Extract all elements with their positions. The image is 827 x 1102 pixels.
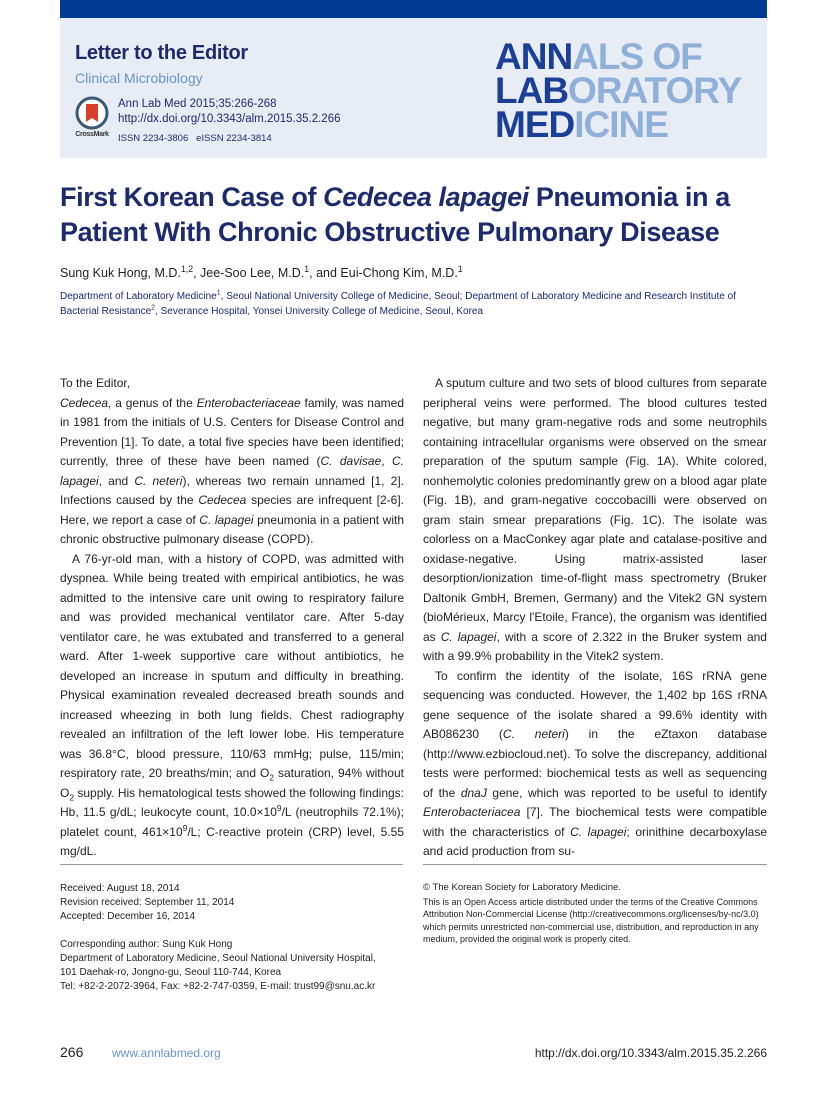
page-number: 266 [60,1044,84,1060]
top-color-bar [60,0,767,18]
article-type: Letter to the Editor [75,42,248,64]
text: /L; C-reactive protein (CRP) level, 5.55 mg/dL. [60,824,404,858]
address-line: Department of Laboratory Medicine, Seoul National University Hospital, [60,953,376,964]
italic-text: C. neteri [502,727,565,741]
journal-logo [495,36,742,145]
text: [7]. The biochemical tests were compatible with the characteristics of [423,805,767,839]
copyright: © The Korean Society for Laboratory Medicine. [423,882,621,893]
doi-link[interactable]: http://dx.doi.org/10.3343/alm.2015.35.2.266 [118,112,341,125]
text: Pneumonia in a Patient With Chronic Obstructive Pulmonary Disease [60,182,730,247]
sub-text: 2 [269,772,274,783]
contact-info: Tel: +82-2-2072-3964, Fax: +82-2-747-0359, E-mail: trust99@snu.ac.kr [60,981,376,992]
text: ) in the eZtaxon database (http://www.ezbiocloud.net). To solve the discrepancy, additional tests were performed: biochemical tests as well as sequencing of the [423,727,768,800]
section-label: Clinical Microbiology [75,70,203,86]
text: , [381,454,392,468]
text: species are infrequent [2-6]. Here, we report a case of [60,493,404,527]
sup-text: 2 [151,304,156,312]
italic-text: C. lapagei [440,629,497,644]
text: , Jee-Soo Lee, M.D. [193,266,305,280]
text: , and [98,473,135,488]
text: To confirm the identity of the isolate, 16S rRNA gene sequencing was conducted. However, the 1,402 bp 16S rRNA gene sequence of the isolate shared a 99.6% identity with AB086230 ( [423,668,767,741]
citation: Ann Lab Med 2015;35:266-268 [118,98,277,110]
divider [60,864,403,865]
authors [60,263,463,280]
body-column-right [423,374,767,862]
italic-text: Enterobacteriacea [423,805,521,819]
text: Department of Laboratory Medicine [60,291,217,302]
article-title [60,180,770,250]
text: gene, which was reported to be useful to identify [486,785,768,800]
address-line: 101 Daehak-ro, Jongno-gu, Seoul 110-744, Korea [60,967,282,978]
text: /L (neutrophils 72.1%); platelet count, 461×10 [60,805,404,839]
sup-text: 1,2 [180,263,194,274]
crossmark-label[interactable]: CrossMark [75,131,109,138]
sup-text: 9 [182,822,188,833]
italic-text: C. neteri [134,473,183,488]
paragraph [423,374,767,667]
text: saturation, 94% without O [60,766,404,800]
accepted-date: Accepted: December 16, 2014 [60,911,196,922]
sup-text: 1 [216,289,221,297]
affiliations [60,289,765,319]
italic-text: Enterobacteriaceae [196,395,301,410]
text: supply. His hematological tests showed the following findings: Hb, 11.5 g/dL; leukocyte count, 10.0×10 [60,785,404,819]
text: First Korean Case of [60,182,324,212]
issn [118,133,272,144]
citation-block [118,97,341,126]
article-history [60,882,376,994]
text: , a genus of the [108,395,197,410]
logo-text: MED [495,104,575,145]
logo-text: ICINE [574,104,668,145]
divider [423,864,767,865]
italic-text: Cedecea [60,395,109,410]
paragraph [60,550,404,862]
issn-print: ISSN 2234-3806 [118,133,189,144]
paragraph [423,667,767,862]
issn-electronic: eISSN 2234-3814 [196,133,272,144]
text: To the Editor, [60,376,131,390]
paragraph [60,374,404,394]
text: , Severance Hospital, Yonsei University College of Medicine, Seoul, Korea [155,306,484,317]
text: A sputum culture and two sets of blood cultures from separate peripheral veins were performed. The blood cultures tested negative, but many gram-negative rods and some neutrophils containing intracellular organisms were observed on the smear preparation of the sputum sample (Fig. 1A). White colored, nonhemolytic colonies predominantly grew on a blood agar plate (Fig. 1B), and gram-negative coccobacilli were observed on gram stain smear preparations (Fig. 1C). The isolate was colorless on a MacConkey agar plate and catalase-positive and oxidase-negative. Using matrix-assisted laser desorption/ionization time-of-flight mass spectrometry (Bruker Daltonik GmbH, Bremen, Germany) and the Vitek2 GN system (bioMérieux, Marcy l'Etoile, France), the organism was identified as [423,376,767,644]
text: pneumonia in a patient with chronic obstructive pulmonary disease (COPD). [60,512,404,546]
text: ; orinithine decarboxylase and acid production from su- [423,824,767,858]
received-date: Received: August 18, 2014 [60,883,180,894]
text: , Seoul National University College of Medicine, Seoul; Department of Laboratory Medicine and Research Institute of Bacterial Resistance [60,291,736,317]
text: family, was named in 1981 from the initials of U.S. Centers for Disease Control and Prevention [1]. To date, a total five species have been identified; currently, three of these have been named ( [60,395,404,468]
paragraph [60,394,404,550]
license-block [423,882,768,946]
corresponding-author: Corresponding author: Sung Kuk Hong [60,939,233,950]
italic-text: Cedecea [198,493,247,507]
sup-text: 9 [276,803,282,813]
italic-text: C. davisae [320,454,382,468]
sup-text: 1 [304,263,310,274]
italic-text: dnaJ [460,785,487,800]
body-column-left [60,374,404,862]
italic-text: C. lapagei [570,824,627,839]
text: Sung Kuk Hong, M.D. [60,266,181,280]
italic-text: Cedecea lapagei [323,182,529,212]
text: ), whereas two remain unnamed [1, 2]. Infections caused by the [60,473,404,507]
text: A 76-yr-old man, with a history of COPD, was admitted with dyspnea. While being treated with empirical antibiotics, he was admitted to the intensive care unit owing to respiratory failure and was provided mechanical ventilator care. After 5-day ventilator care, he was extubated and transferred to a general ward. After 1-week supportive care without antibiotics, he developed an increase in sputum and difficulty in breathing. Physical examination revealed decreased breath sounds and increased wheezing in both lung fields. Chest radiography revealed an infiltration of the left lower lobe. His temperature was 36.8°C, blood pressure, 110/63 mmHg; pulse, 115/min; respiratory rate, 20 breaths/min; and O [60,551,404,780]
italic-text: C. lapagei [199,512,254,527]
logo-text: ALS OF [572,36,702,77]
crossmark-icon[interactable] [75,96,109,130]
logo-text: ORATORY [568,70,742,111]
text: , with a score of 2.322 in the Bruker system and with a 99.9% probability in the Vitek2 system. [423,629,767,663]
license-text: This is an Open Access article distributed under the terms of the Creative Commons Attribution Non-Commercial License (http://creativecommons.org/licenses/by-nc/3.0) which permits unrestricted non-commercial use, distribution, and reproduction in any medium, provided the original work is properly cited. [423,896,759,944]
text: , and Eui-Chong Kim, M.D. [309,266,458,280]
sub-text: 2 [69,791,75,802]
footer-doi-link[interactable]: http://dx.doi.org/10.3343/alm.2015.35.2.266 [534,1046,767,1060]
revision-date: Revision received: September 11, 2014 [60,897,235,908]
website-link[interactable]: www.annlabmed.org [112,1046,221,1060]
italic-text: C. lapagei [60,454,404,488]
sup-text: 1 [457,263,463,274]
logo-text: ANN [495,36,573,77]
logo-text: LAB [495,70,569,111]
